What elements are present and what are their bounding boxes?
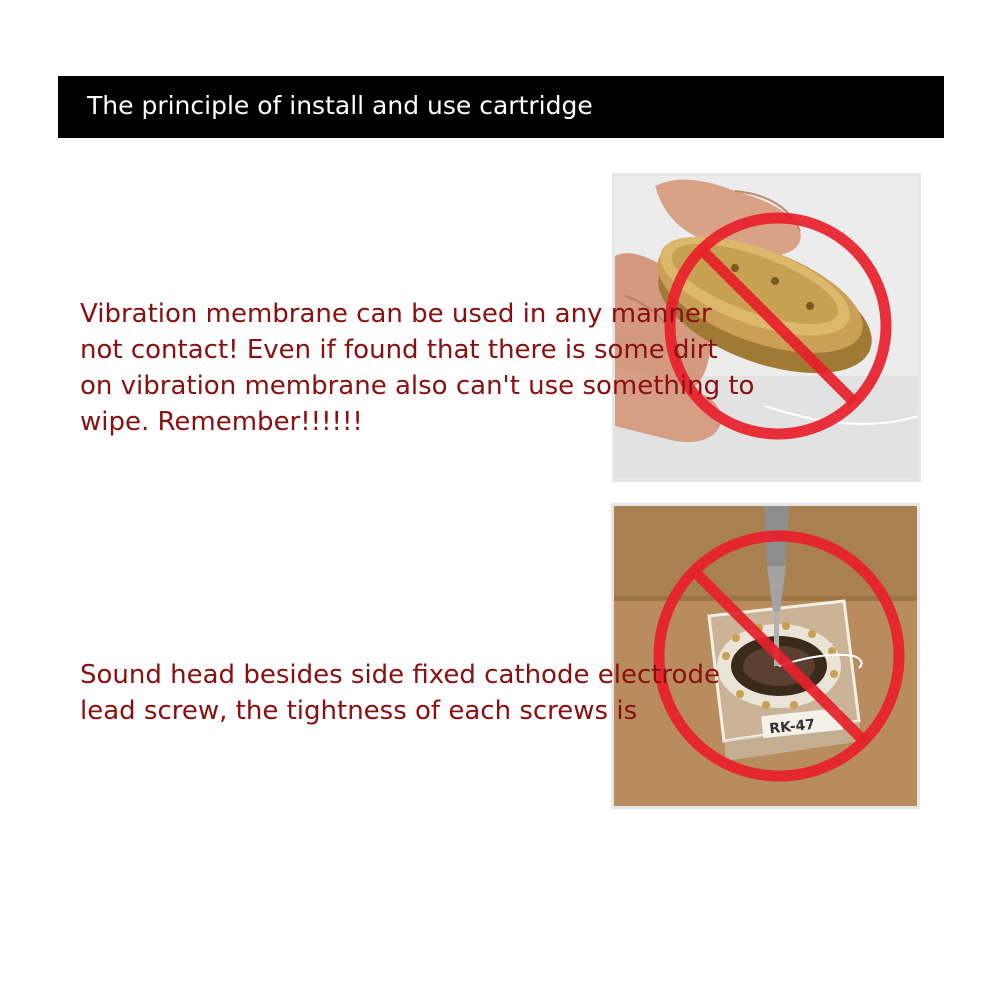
text-line: not contact! Even if found that there is some dirt xyxy=(80,335,718,365)
screw-tightening-illustration xyxy=(614,506,917,806)
header-bar xyxy=(58,76,944,138)
text-line: on vibration membrane also can't use something to xyxy=(80,371,755,401)
text-line: lead screw, the tightness of each screws is xyxy=(80,696,638,726)
case-label: RK-47 xyxy=(768,716,816,738)
page-title: The principle of install and use cartridge xyxy=(87,91,593,120)
screw-tightening-photo xyxy=(611,503,920,809)
text-line: Vibration membrane can be used in any manner xyxy=(80,299,712,329)
membrane-warning-text xyxy=(80,296,780,440)
screw-instruction-text xyxy=(80,657,770,729)
text-line: Sound head besides side fixed cathode electrode xyxy=(80,660,720,690)
text-line: wipe. Remember!!!!!! xyxy=(80,407,363,437)
